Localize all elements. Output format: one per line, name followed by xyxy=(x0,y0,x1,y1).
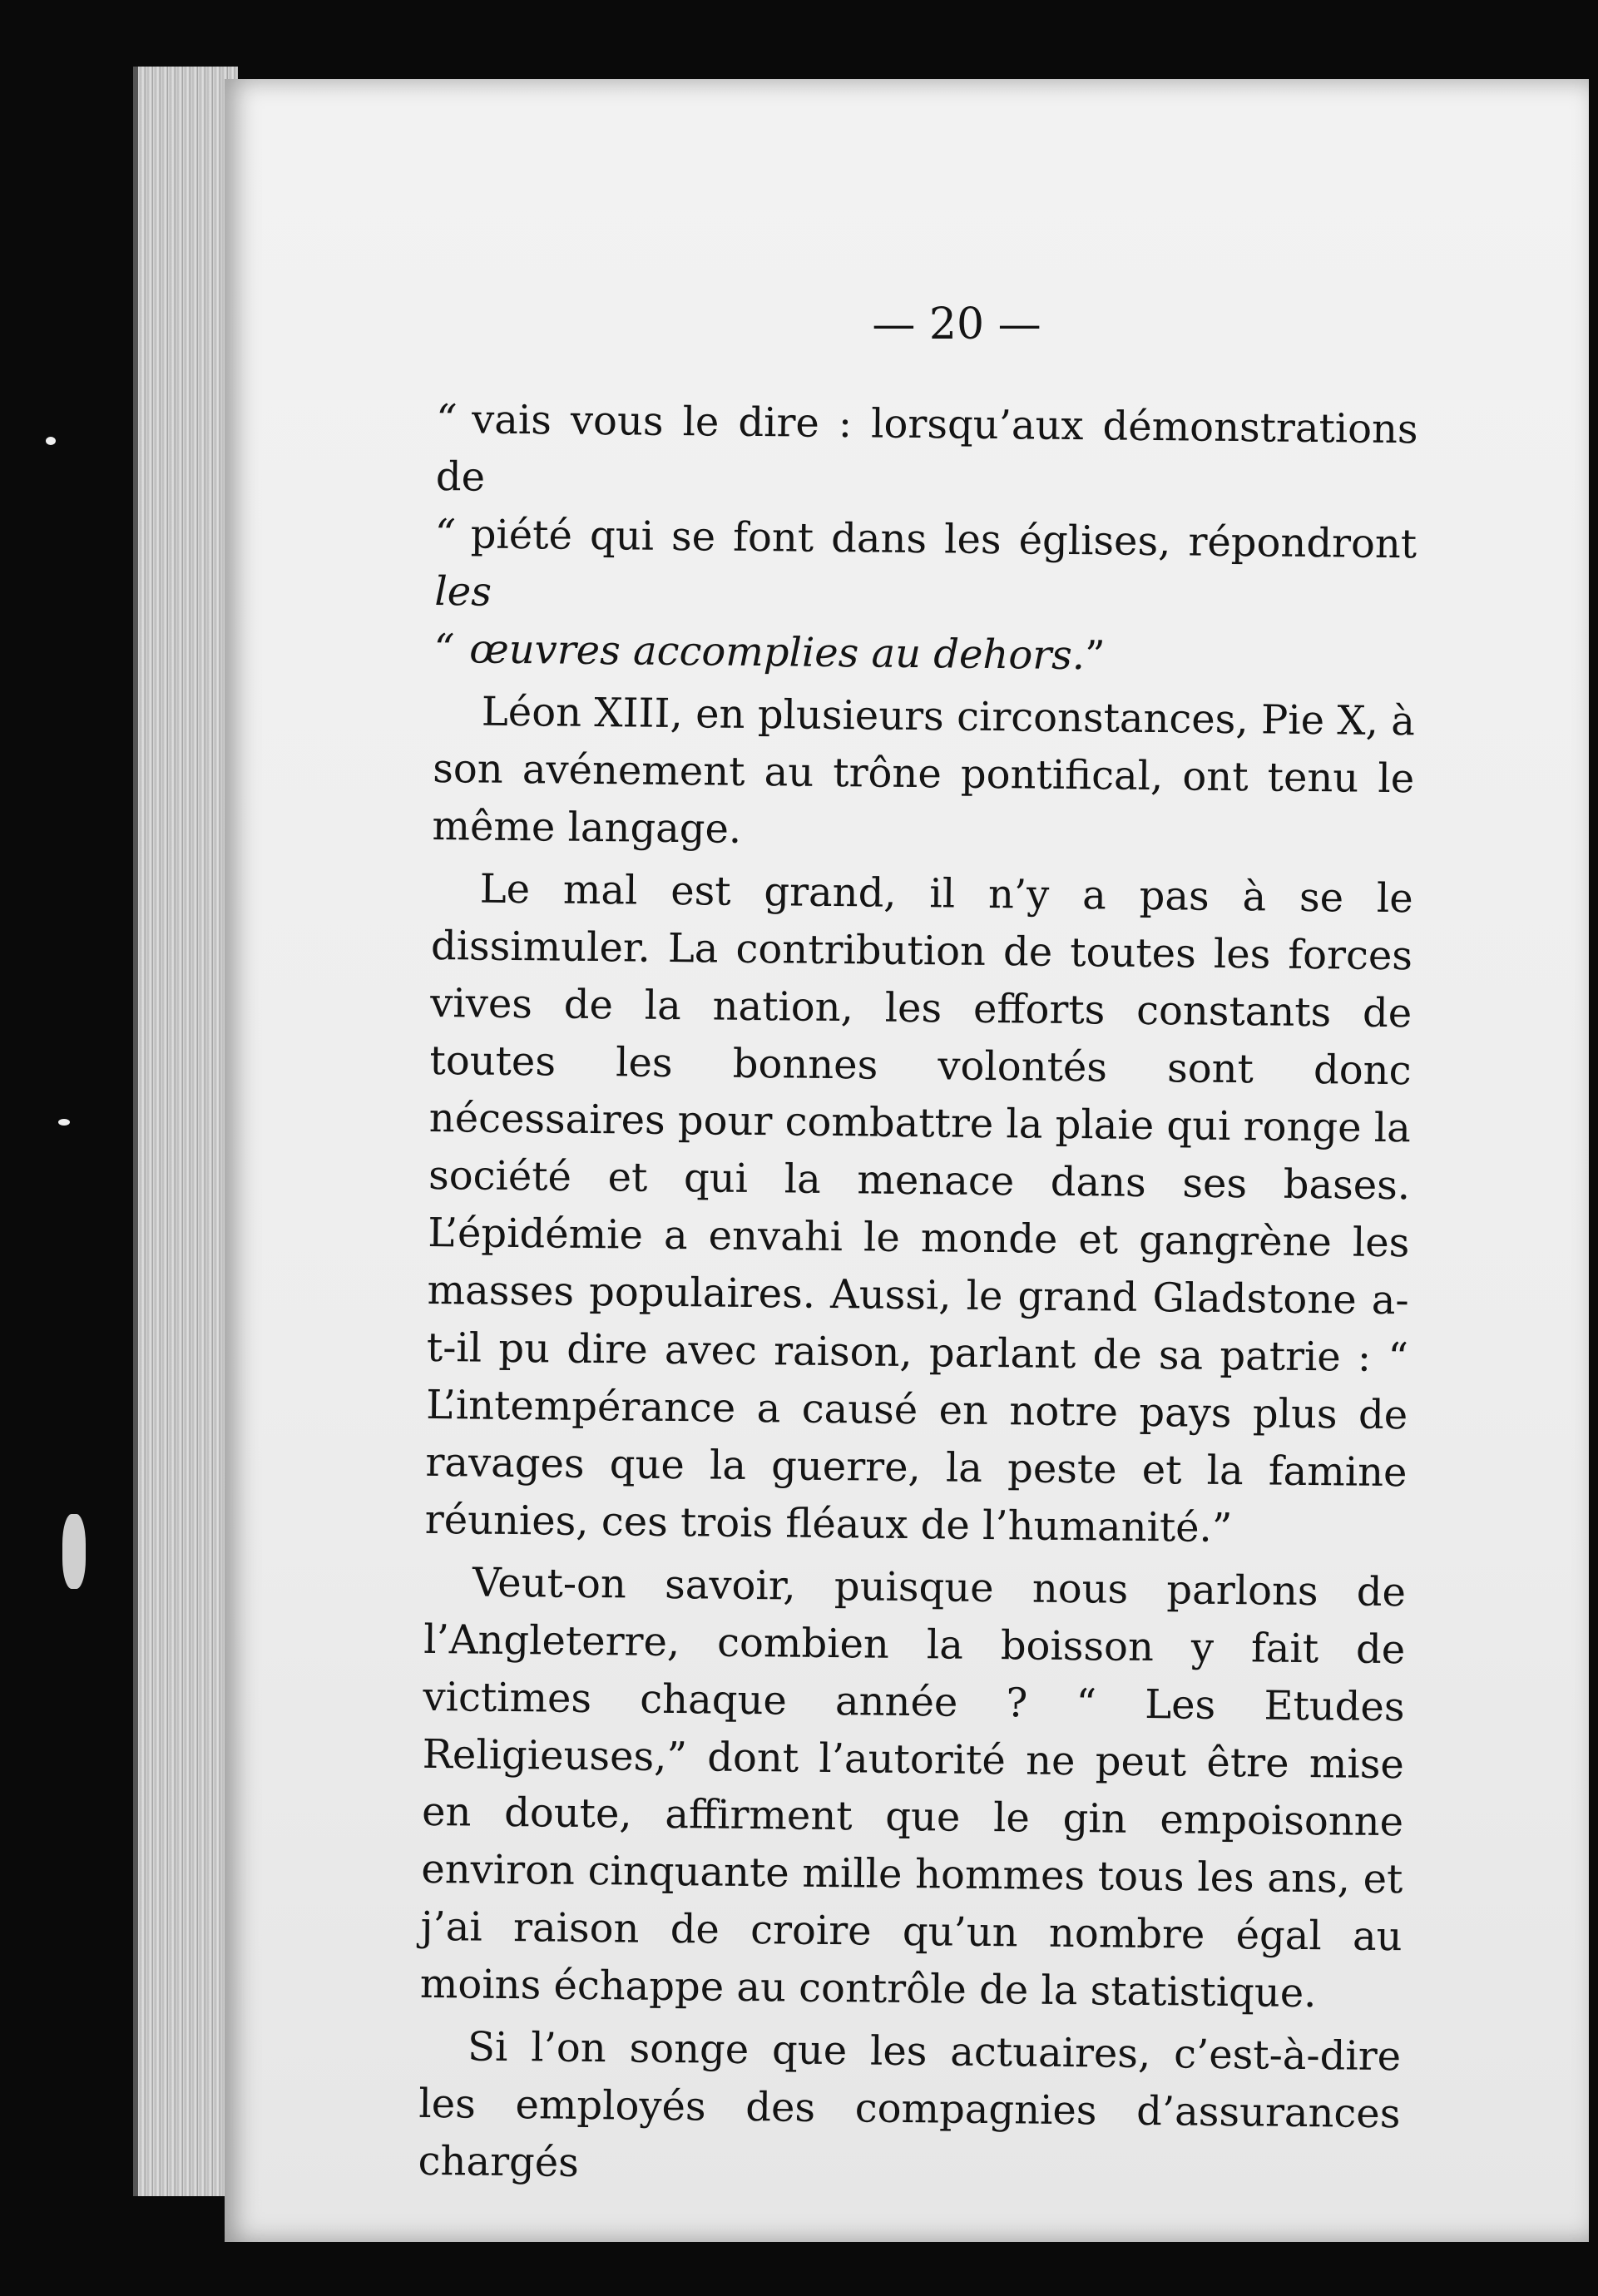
paragraph-si-l-on: Si l’on songe que les actuaires, c’est-à-dire les employés des compagnies d’assurances chargés xyxy=(418,2023,1402,2186)
quote-line-italic: œuvres accomplies au dehors. xyxy=(469,626,1086,680)
quote-line-2 xyxy=(434,506,1417,631)
quote-close-mark: ” xyxy=(1084,632,1106,680)
scan-speck xyxy=(58,1119,70,1126)
quote-mark: “ xyxy=(436,395,458,443)
quote-line-text: vais vous le dire : lorsqu’aux démonstrations de xyxy=(435,396,1418,501)
scan-speck xyxy=(46,437,56,445)
quote-line-text: piété qui se font dans les églises, répondront xyxy=(470,511,1417,568)
scan-speck xyxy=(62,1514,86,1589)
book-page-edges xyxy=(133,67,238,2196)
page-text xyxy=(418,391,1418,2205)
quote-line-1 xyxy=(436,391,1418,516)
book-page xyxy=(225,79,1589,2242)
page-number: — 20 — xyxy=(872,299,1041,349)
paragraph-le-mal: Le mal est grand, il n’y a pas à se le dissimuler. La contribution de toutes les forces vives de la nation, les efforts constants de toutes les bonnes volontés sont donc nécessaires pour combattre la plaie qui ronge la société et qui la menace dans ses bases. L’épidémie a envahi le monde et gangrène les masses populaires. Aussi, le grand Gladstone a-t-il pu dire avec raison, parlant de sa patrie : “ L’intempérance a causé en notre pays plus de ravages que la guerre, la peste et la famine réunies, ces trois fléaux de l’humanité.” xyxy=(424,865,1413,1552)
quote-line-3 xyxy=(433,621,1416,688)
quote-mark: “ xyxy=(433,625,455,673)
quote-mark: “ xyxy=(434,510,457,558)
quote-line-italic: les xyxy=(434,567,492,616)
paragraph-leon-xiii: Léon XIII, en plusieurs circonstances, Pie X, à son avénement au trône pontifical, ont tenu le même langage. xyxy=(432,688,1416,853)
quote-paragraph xyxy=(433,391,1418,688)
paragraph-veut-on: Veut-on savoir, puisque nous parlons de l’Angleterre, combien la boisson y fait de victimes chaque année ? “ Les Etudes Religieuses,” dont l’autorité ne peut être mise en doute, affirment que le gin empoisonne environ cinquante mille hommes tous les ans, et j’ai raison de croire qu’un nombre égal au moins échappe au contrôle de la statistique. xyxy=(419,1559,1407,2017)
